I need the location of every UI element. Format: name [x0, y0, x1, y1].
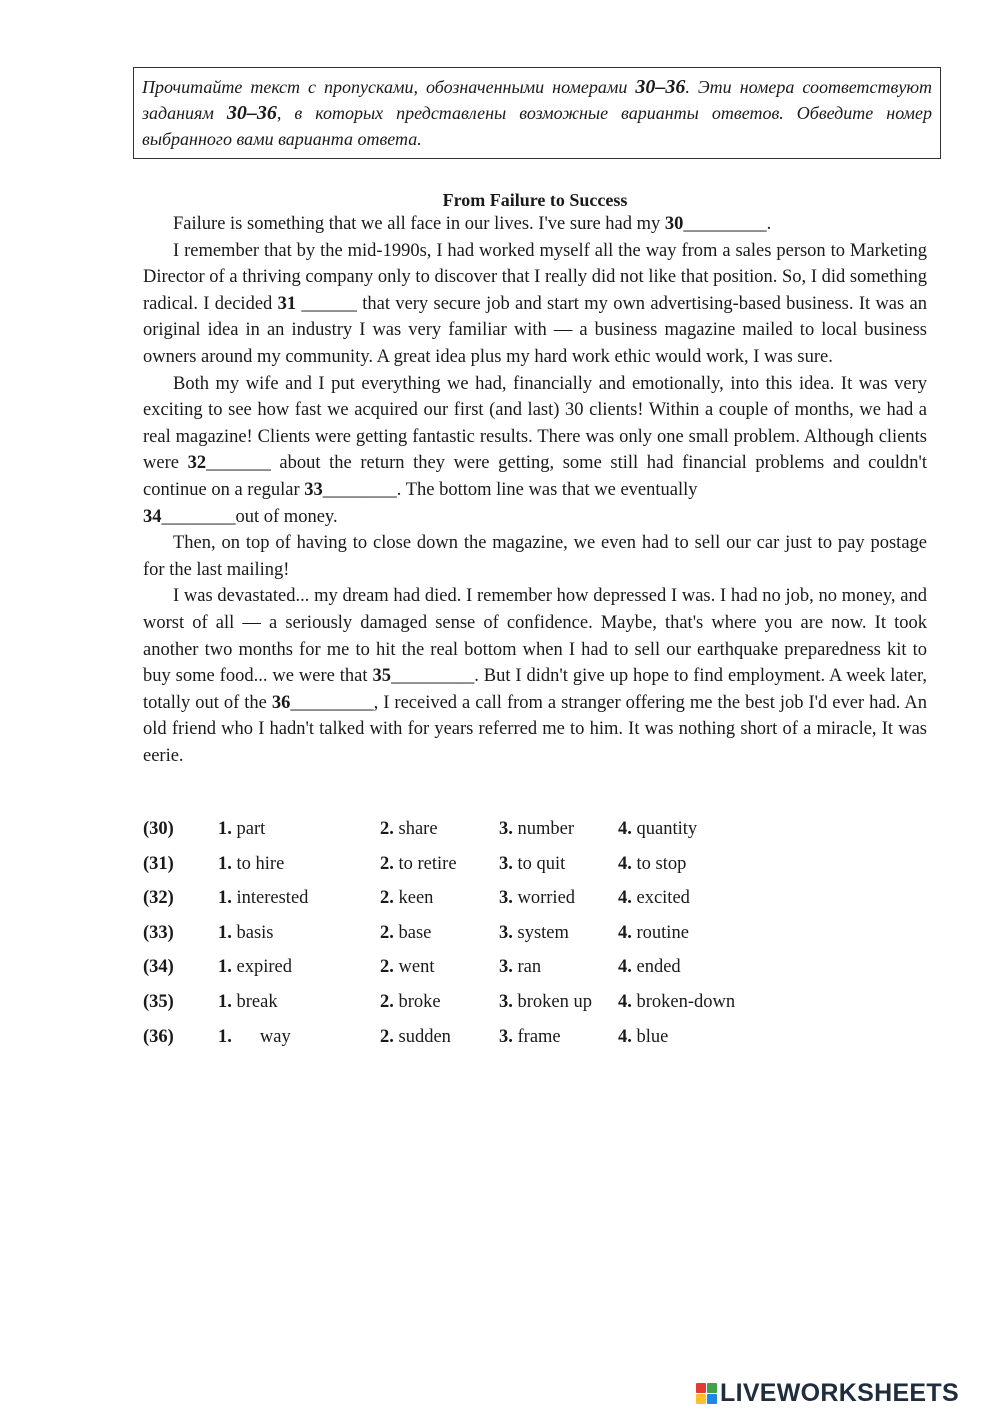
option-number: 4.	[618, 819, 632, 839]
paragraph-5	[143, 583, 927, 769]
option-3[interactable]	[499, 992, 592, 1013]
option-text: broken-down	[631, 991, 736, 1012]
option-1[interactable]	[218, 957, 292, 978]
question-label: (36)	[143, 1026, 174, 1047]
blank: _________.	[683, 214, 772, 234]
gap-34: 34	[143, 506, 162, 527]
question-label: (33)	[143, 922, 174, 943]
options-row-33	[143, 923, 843, 958]
paragraph-3	[143, 371, 927, 531]
option-1[interactable]	[218, 1027, 291, 1048]
options-row-36	[143, 1027, 843, 1062]
option-number: 4.	[618, 888, 632, 909]
option-text: system	[512, 922, 569, 943]
option-text: to quit	[512, 853, 566, 874]
option-number: 1.	[218, 957, 232, 978]
option-text: way	[259, 1026, 291, 1047]
logo-square-blue	[707, 1394, 717, 1404]
option-2[interactable]	[380, 992, 441, 1013]
gap-32: 32	[187, 453, 207, 474]
text-span: _______ about the return they were getting, some still had financial problems and couldn't continue on a regular	[143, 453, 928, 500]
option-text: blue	[631, 1026, 669, 1047]
option-number: 2.	[380, 922, 394, 943]
option-number: 1.	[218, 922, 232, 943]
gap-33: 33	[304, 479, 323, 500]
option-text: part	[231, 819, 266, 839]
option-text: sudden	[393, 1026, 451, 1047]
option-number: 1.	[218, 853, 232, 874]
option-text: quantity	[631, 819, 698, 839]
option-3[interactable]	[499, 923, 569, 944]
gap-30: 30	[664, 214, 684, 234]
option-text: basis	[231, 922, 274, 943]
options-row-34	[143, 957, 843, 992]
option-number: 1.	[218, 888, 232, 909]
option-number: 4.	[618, 957, 632, 978]
instruction-text-2: . Эти номера соответствуют заданиям	[142, 77, 933, 123]
question-label: (35)	[143, 991, 174, 1012]
option-text: ended	[631, 957, 681, 978]
text-span: I was devastated... my dream had died. I remember how depressed I was. I had no job, no money, and worst of all — a seriously damaged sense of confidence. Maybe, that's where you are now. It took another two months for me to hit the real bottom when I had to sell our earthquake preparedness kit to buy some food... we were that	[143, 586, 927, 687]
option-text: share	[393, 819, 438, 839]
option-text: keen	[393, 888, 434, 909]
option-number: 3.	[499, 1026, 513, 1047]
text-title: From Failure to Success	[442, 190, 628, 210]
text-span: _________. But I didn't give up hope to find employment. A week later, totally out of the	[143, 666, 927, 713]
option-text: frame	[512, 1026, 561, 1047]
option-3[interactable]	[499, 854, 565, 875]
option-text: routine	[631, 922, 689, 943]
option-number: 3.	[499, 853, 513, 874]
option-4[interactable]	[618, 819, 697, 840]
option-2[interactable]	[380, 923, 431, 944]
option-1[interactable]	[218, 854, 284, 875]
gap-31: 31	[277, 293, 297, 314]
logo-icon	[696, 1383, 717, 1404]
option-number: 2.	[380, 853, 394, 874]
option-number: 1.	[218, 991, 232, 1012]
option-3[interactable]	[499, 1027, 561, 1048]
option-text: expired	[231, 957, 292, 978]
option-number: 4.	[618, 1026, 632, 1047]
option-text: number	[512, 819, 575, 839]
instruction-range-1: 30–36	[635, 76, 686, 98]
option-4[interactable]	[618, 854, 686, 875]
option-text: break	[231, 991, 278, 1012]
question-label: (31)	[143, 853, 174, 874]
logo-square-yellow	[696, 1394, 706, 1404]
instruction-text-3: , в которых представлены возможные варианты ответов. Обведите номер выбранного вами варианта ответа.	[142, 103, 932, 149]
option-1[interactable]	[218, 923, 274, 944]
option-text: to hire	[231, 853, 285, 874]
option-text: base	[393, 922, 432, 943]
logo-square-red	[696, 1383, 706, 1393]
text-span: Both my wife and I put everything we had, financially and emotionally, into this idea. It was very exciting to see how fast we acquired our first (and last) 30 clients! Within a couple of months, we had a real magazine! Clients were getting fantastic results. There was only one small problem. Although clients were	[143, 373, 927, 474]
option-2[interactable]	[380, 1027, 451, 1048]
option-number: 3.	[499, 888, 513, 909]
text-span: ________out of money.	[161, 506, 338, 527]
options-row-30	[143, 819, 843, 854]
logo-square-green	[707, 1383, 717, 1393]
question-label: (32)	[143, 888, 174, 909]
option-4[interactable]	[618, 923, 689, 944]
option-number: 4.	[618, 922, 632, 943]
paragraph-4: Then, on top of having to close down the magazine, we even had to sell our car just to pay postage for the last mailing!	[143, 533, 927, 580]
text-span: ______ that very secure job and start my own advertising-based business. It was an original idea in an industry I was very familiar with — a business magazine mailed to local business owners around my community. A great idea plus my hard work ethic would work, I was sure.	[143, 293, 928, 367]
option-number: 3.	[499, 957, 513, 978]
paragraph-2	[143, 238, 927, 371]
instruction-text-1: Прочитайте текст с пропусками, обозначенными номерами	[142, 77, 636, 97]
option-text: broke	[393, 991, 441, 1012]
options-row-31	[143, 854, 843, 889]
option-text: to retire	[393, 853, 457, 874]
option-4[interactable]	[618, 1027, 668, 1048]
option-4[interactable]	[618, 888, 690, 909]
answer-options	[143, 819, 843, 1061]
reading-text	[143, 211, 927, 769]
option-3[interactable]	[499, 888, 575, 909]
option-2[interactable]	[380, 819, 438, 840]
option-number: 2.	[380, 1026, 394, 1047]
option-2[interactable]	[380, 854, 457, 875]
option-text: broken up	[512, 991, 592, 1012]
text-span: Failure is something that we all face in our lives. I've sure had my	[173, 214, 665, 234]
option-text: went	[393, 957, 435, 978]
option-text: worried	[512, 888, 576, 909]
options-row-35	[143, 992, 843, 1027]
option-number: 3.	[499, 819, 513, 839]
option-text: interested	[231, 888, 309, 909]
option-number: 2.	[380, 819, 394, 839]
gap-36: 36	[271, 692, 291, 713]
instruction-range-2: 30–36	[226, 102, 277, 124]
gap-35: 35	[372, 666, 391, 687]
option-text: excited	[631, 888, 690, 909]
option-1[interactable]	[218, 888, 308, 909]
option-text: ran	[512, 957, 542, 978]
option-number: 4.	[618, 853, 632, 874]
option-number: 1.	[218, 1026, 232, 1047]
option-3[interactable]	[499, 819, 574, 840]
option-number: 2.	[380, 991, 394, 1012]
question-label: (34)	[143, 957, 174, 978]
options-row-32	[143, 888, 843, 923]
option-number: 3.	[499, 922, 513, 943]
option-number: 2.	[380, 957, 394, 978]
liveworksheets-logo[interactable]	[696, 1378, 959, 1408]
text-span: I remember that by the mid-1990s, I had worked myself all the way from a sales person to Marketing Director of a thriving company only to discover that I really did not like that position. So, I did something radical. I decided	[143, 240, 927, 314]
option-1[interactable]	[218, 992, 278, 1013]
option-number: 2.	[380, 888, 394, 909]
option-4[interactable]	[618, 957, 681, 978]
text-span: ________. The bottom line was that we eventually	[322, 479, 698, 500]
paragraph-1	[143, 211, 927, 238]
option-4[interactable]	[618, 992, 735, 1013]
instruction-box	[133, 67, 941, 159]
option-2[interactable]	[380, 888, 433, 909]
option-number: 1.	[218, 819, 232, 839]
option-text: to stop	[631, 853, 687, 874]
option-1[interactable]	[218, 819, 265, 840]
option-3[interactable]	[499, 957, 541, 978]
question-label: (30)	[143, 819, 174, 839]
option-number: 3.	[499, 991, 513, 1012]
text-span: _________, I received a call from a stranger offering me the best job I'd ever had. An old friend who I hadn't talked with for years referred me to him. It was nothing short of a miracle, It was eerie.	[143, 692, 927, 766]
logo-text: LIVEWORKSHEETS	[720, 1378, 959, 1407]
option-2[interactable]	[380, 957, 434, 978]
option-number: 4.	[618, 991, 632, 1012]
